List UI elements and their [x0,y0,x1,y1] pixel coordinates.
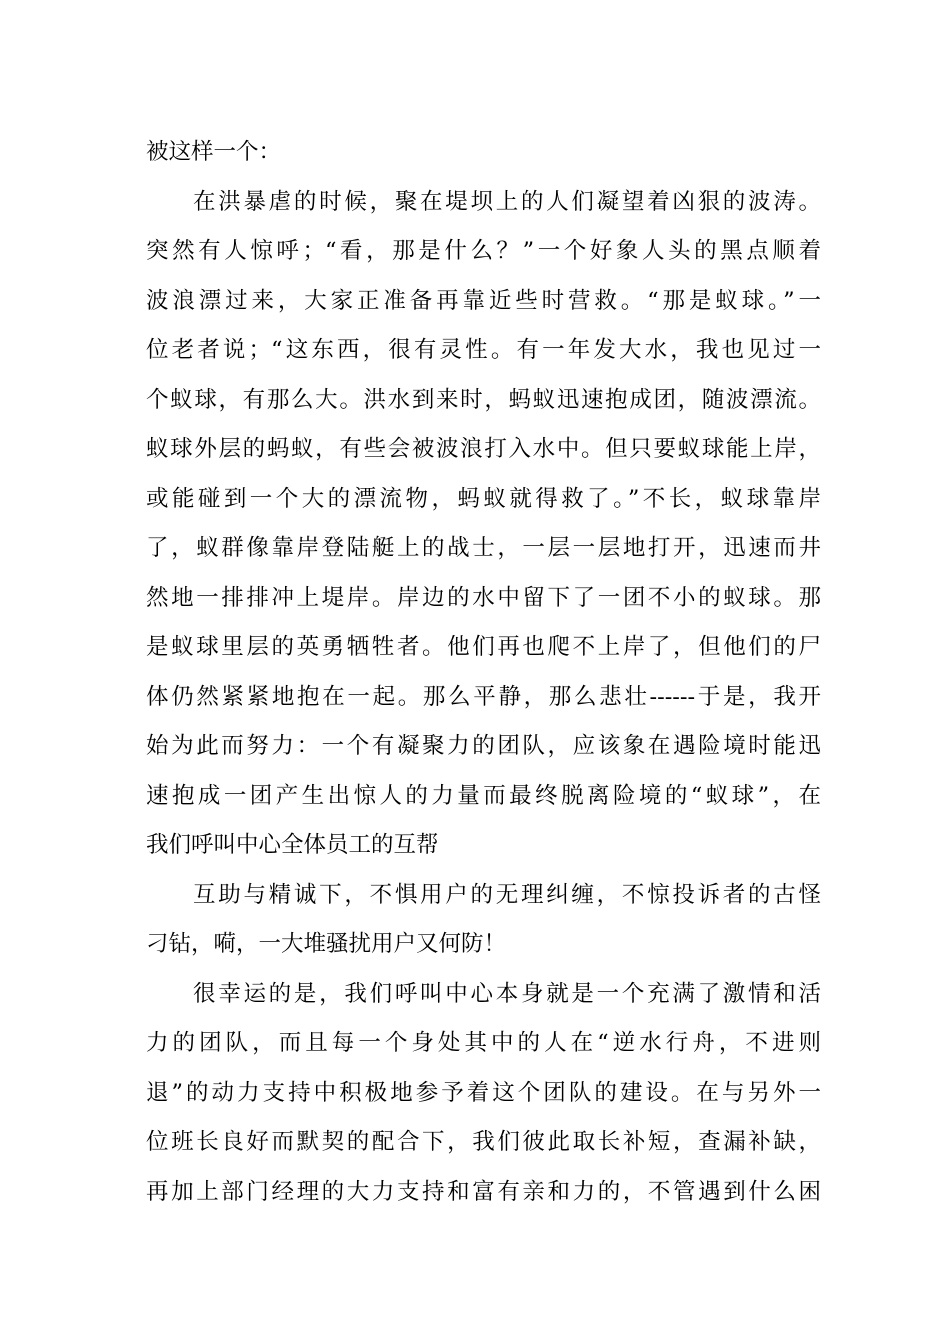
text-line: 突然有人惊呼；“看，那是什么？”一个好象人头的黑点顺着 [146,238,821,264]
document-body [146,128,821,1217]
text-line: 或能碰到一个大的漂流物，蚂蚁就得救了。”不长，蚁球靠岸 [146,485,821,512]
paragraph-first-line: 在洪暴虐的时候，聚在堤坝上的人们凝望着凶狠的波涛。 [193,188,821,215]
text-line: 然地一排排冲上堤岸。岸边的水中留下了一团不小的蚁球。那 [146,584,821,611]
text-line: 波浪漂过来，大家正准备再靠近些时营救。“那是蚁球。”一 [146,287,821,314]
paragraph-first-line: 互助与精诚下，不惧用户的无理纠缠，不惊投诉者的古怪 [193,881,821,908]
text-line: 体仍然紧紧地抱在一起。那么平静，那么悲壮------于是，我开 [146,683,821,710]
text-line: 始为此而努力：一个有凝聚力的团队，应该象在遇险境时能迅 [146,733,821,759]
text-line: 被这样一个： [146,139,282,165]
text-line: 我们呼叫中心全体员工的互帮 [146,832,439,858]
text-line: 蚁球外层的蚂蚁，有些会被波浪打入水中。但只要蚁球能上岸， [146,436,821,462]
text-line: 刁钻，嗬，一大堆骚扰用户又何防！ [146,931,507,957]
text-line: 力的团队，而且每一个身处其中的人在“逆水行舟，不进则 [146,1030,821,1056]
text-line: 个蚁球，有那么大。洪水到来时，蚂蚁迅速抱成团，随波漂流。 [146,386,821,413]
paragraph-first-line: 很幸运的是，我们呼叫中心本身就是一个充满了激情和活 [193,980,821,1007]
text-line: 位老者说；“这东西，很有灵性。有一年发大水，我也见过一 [146,337,821,363]
text-line: 位班长良好而默契的配合下，我们彼此取长补短，查漏补缺， [146,1129,821,1155]
text-line: 再加上部门经理的大力支持和富有亲和力的，不管遇到什么困 [146,1178,821,1205]
text-line: 是蚁球里层的英勇牺牲者。他们再也爬不上岸了，但他们的尸 [146,634,821,660]
text-line: 退”的动力支持中积极地参予着这个团队的建设。在与另外一 [146,1079,821,1106]
text-line: 了，蚁群像靠岸登陆艇上的战士，一层一层地打开，迅速而井 [146,535,821,561]
text-line: 速抱成一团产生出惊人的力量而最终脱离险境的“蚁球”，在 [146,782,821,809]
